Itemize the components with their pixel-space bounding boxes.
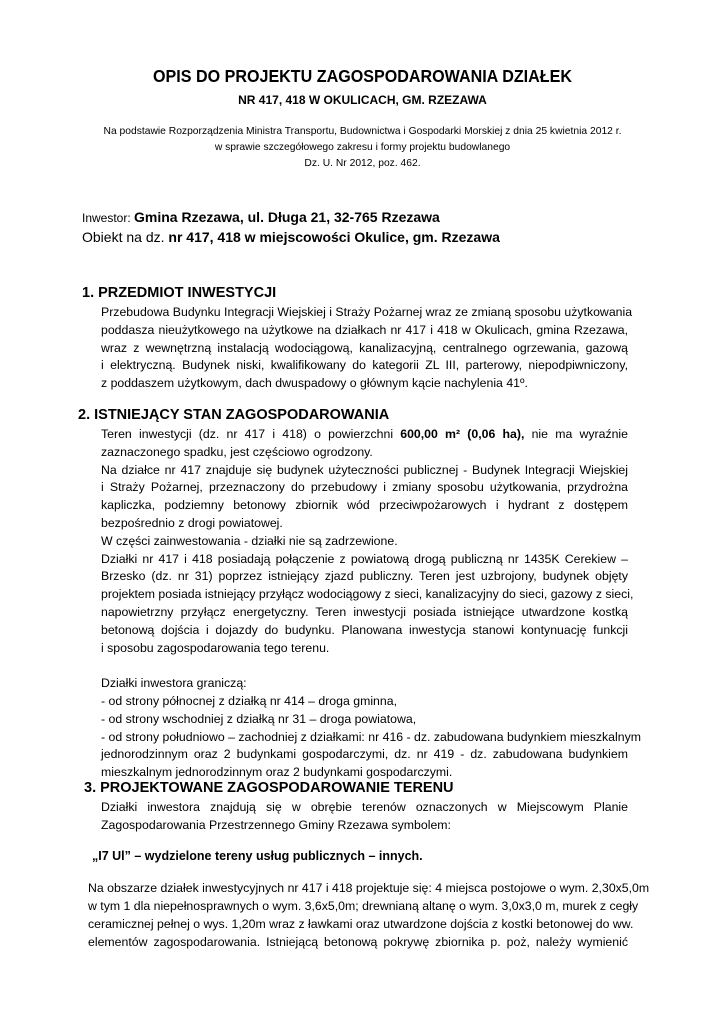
document-title: OPIS DO PROJEKTU ZAGOSPODAROWANIA DZIAŁEK bbox=[153, 66, 572, 86]
text-line: ceramicznej pełnej o wys. 1,20m wraz z ławkami oraz utwardzone dojścia z kostki betonowej do ww. bbox=[88, 916, 634, 931]
text-line: Brzesko (dz. nr 31) poprzez istniejący zjazd publiczny. Teren jest uzbrojony, budynek objęty bbox=[101, 569, 628, 584]
section-3-body bbox=[101, 799, 628, 835]
section-2-heading: 2. ISTNIEJĄCY STAN ZAGOSPODAROWANIA bbox=[78, 407, 390, 423]
border-item: - od strony wschodniej z działką nr 31 – droga powiatowa, bbox=[101, 711, 417, 726]
text-line: kapliczka, podziemny betonowy zbiornik wód przeciwpożarowych i hydrant z dostępem bbox=[101, 498, 628, 513]
text-line: Działki nr 417 i 418 posiadają połączenie z powiatową drogą publiczną nr 1435K Cerekiew – bbox=[101, 551, 628, 566]
text-line: jednorodzinnym oraz 2 budynkami gospodarczymi, dz. nr 419 - dz. zabudowana budynkiem bbox=[101, 747, 628, 762]
object-row bbox=[82, 228, 682, 247]
text-line: i sposobu zagospodarowania tego terenu. bbox=[101, 640, 330, 655]
object-value: nr 417, 418 w miejscowości Okulice, gm. Rzezawa bbox=[168, 229, 500, 245]
text-line: elementów zagospodarowania. Istniejącą betonową pokrywę zbiornika p. poż, należy wymienić bbox=[88, 934, 628, 949]
text-line: wraz z wewnętrzną instalacją wodociągową, kanalizacyjną, centralnego ogrzewania, gazową bbox=[101, 340, 628, 355]
section-3-paragraph bbox=[88, 880, 650, 952]
text-line: bezpośrednio z drogi powiatowej. bbox=[101, 515, 283, 530]
legal-line: Na podstawie Rozporządzenia Ministra Transportu, Budownictwa i Gospodarki Morskiej z dnia 25 kwietnia 2012 r. bbox=[103, 126, 622, 137]
investor-block bbox=[82, 208, 682, 247]
text-line: w tym 1 dla niepełnosprawnych o wym. 3,6x5,0m; drewnianą altanę o wym. 3,0x3,0 m, murek z cegły bbox=[88, 898, 639, 913]
border-item: - od strony północnej z działką nr 414 – droga gminna, bbox=[101, 693, 397, 708]
legal-line: w sprawie szczegółowego zakresu i formy projektu budowlanego bbox=[214, 142, 511, 153]
text-line: Na działce nr 417 znajduje się budynek użyteczności publicznej - Budynek Integracji Wiejskiej bbox=[101, 462, 628, 477]
text-line: napowietrzny przyłącz energetyczny. Teren inwestycji posiada istniejące utwardzone kostką bbox=[101, 604, 628, 619]
text-line: Zagospodarowania Przestrzennego Gminy Rzezawa symbolem: bbox=[101, 817, 451, 832]
text-line: betonową dojścia i dojazdy do budynku. Planowana inwestycja stanowi kontynuację funkcji bbox=[101, 622, 628, 637]
investor-label: Inwestor: bbox=[82, 211, 135, 225]
border-item: - od strony południowo – zachodniej z działkami: nr 416 - dz. zabudowana budynkiem mieszkalnym bbox=[101, 729, 641, 744]
text-line: W części zainwestowania - działki nie są zadrzewione. bbox=[101, 533, 398, 548]
text-line: Działki inwestora znajdują się w obrębie terenów oznaczonych w Miejscowym Planie bbox=[101, 800, 628, 814]
section-1-body bbox=[101, 304, 633, 393]
text-line: mieszkalnym jednorodzinnym oraz 2 budynkami gospodarczymi. bbox=[101, 765, 453, 780]
area-value: 600,00 m² (0,06 ha), bbox=[400, 427, 525, 441]
object-label: Obiekt na dz. bbox=[82, 229, 169, 245]
text-line bbox=[101, 426, 628, 444]
investor-value: Gmina Rzezawa, ul. Długa 21, 32-765 Rzezawa bbox=[134, 209, 440, 225]
section-2-body bbox=[101, 426, 641, 782]
text-line: zaznaczonego spadku, jest częściowo ogrodzony. bbox=[101, 444, 373, 459]
text-line: Na obszarze działek inwestycyjnych nr 417 i 418 projektuje się: 4 miejsca postojowe o wym. 2,30x5,0m bbox=[88, 881, 650, 895]
text-line: z poddaszem użytkowym, dach dwuspadowy o głównym kącie nachylenia 41º. bbox=[101, 376, 528, 391]
legal-line: Dz. U. Nr 2012, poz. 462. bbox=[304, 158, 421, 169]
section-3-heading: 3. PROJEKTOWANE ZAGOSPODAROWANIE TERENU bbox=[84, 780, 454, 796]
document-subtitle: NR 417, 418 W OKULICACH, GM. RZEZAWA bbox=[238, 93, 487, 107]
text-run: nie ma wyraźnie bbox=[524, 427, 629, 441]
text-line: Działki inwestora graniczą: bbox=[101, 676, 247, 691]
text-line: poddasza nieużytkowego na użytkowe na działkach nr 417 i 418 w Okulicach, gmina Rzezawa, bbox=[101, 322, 628, 337]
legal-basis bbox=[0, 124, 725, 172]
section-1-heading: 1. PRZEDMIOT INWESTYCJI bbox=[82, 285, 277, 301]
text-line: Przebudowa Budynku Integracji Wiejskiej i Straży Pożarnej wraz ze zmianą sposobu użytkowania bbox=[101, 305, 633, 319]
text-line: projektem posiada istniejący przyłącz wodociągowy z sieci, kanalizacyjny do sieci, gazowy z sieci, bbox=[101, 587, 634, 602]
blank-line bbox=[101, 657, 628, 675]
text-line: i Straży Pożarnej, przeznaczony do przebudowy i zmiany sposobu użytkowania, przydrożna bbox=[101, 480, 628, 495]
investor-row bbox=[82, 208, 682, 228]
text-line: i elektryczną. Budynek niski, kwalifikowany do kategorii ZL III, parterowy, niepodpiwniczony, bbox=[101, 358, 628, 373]
text-run: Teren inwestycji (dz. nr 417 i 418) o powierzchni bbox=[101, 427, 401, 441]
zoning-symbol-heading: „I7 Ul” – wydzielone tereny usług publicznych – innych. bbox=[92, 849, 423, 863]
